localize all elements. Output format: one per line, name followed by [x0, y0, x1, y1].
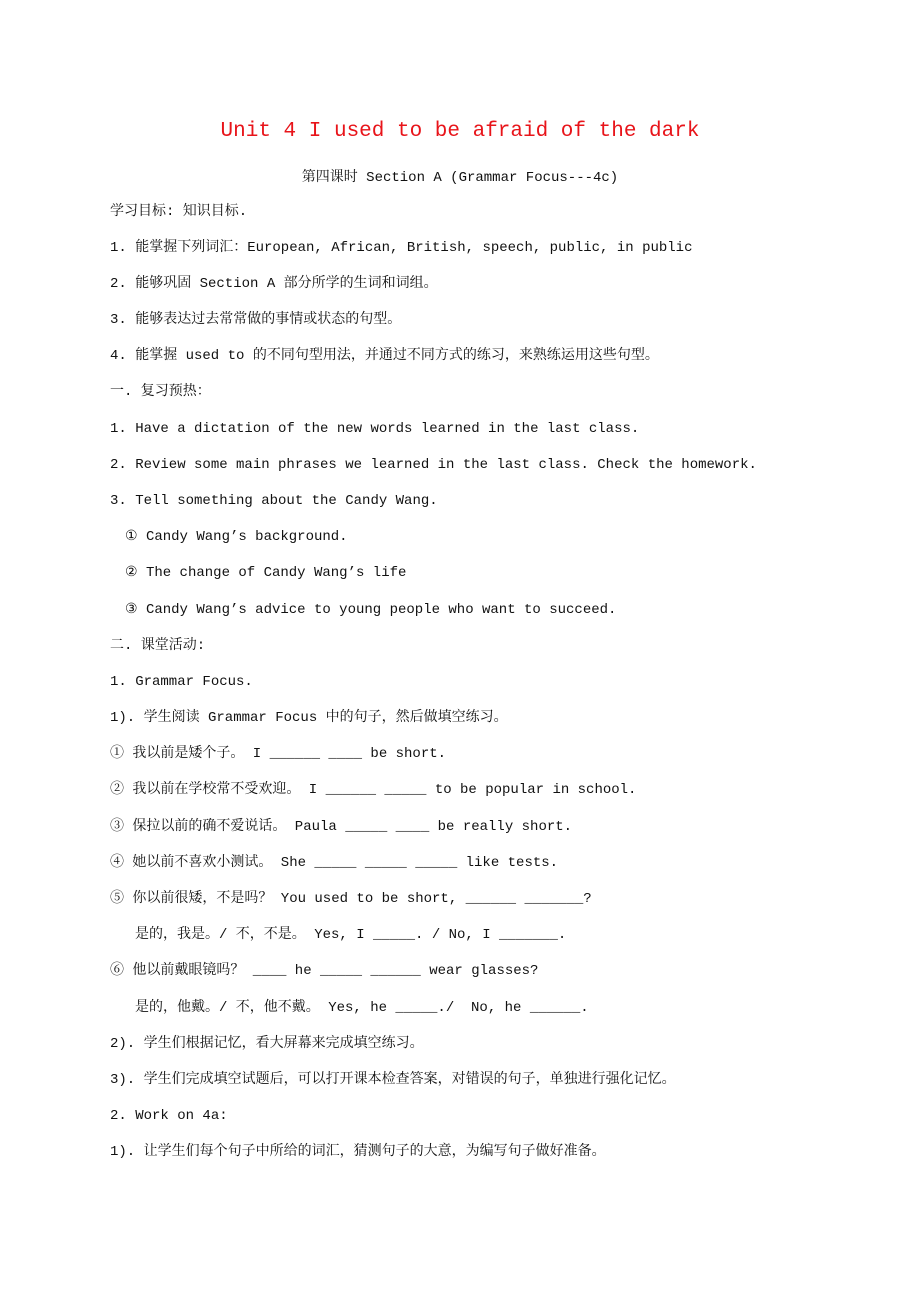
activity-item: 2. Work on 4a: — [110, 1108, 228, 1124]
activity-step: 3). 学生们完成填空试题后，可以打开课本检查答案，对错误的句子，单独进行强化记忆。 — [110, 1072, 676, 1088]
exercise-item: ① 我以前是矮个子。 I ______ ____ be short. — [110, 746, 447, 762]
objectives-heading: 学习目标: 知识目标. — [110, 204, 248, 220]
review-subitem: ③ Candy Wang’s advice to young people who want to succeed. — [125, 602, 617, 618]
review-subitem: ① Candy Wang’s background. — [125, 529, 348, 545]
section-heading-activities: 二. 课堂活动: — [110, 638, 206, 654]
document-title: Unit 4 I used to be afraid of the dark — [220, 120, 700, 143]
review-item: 2. Review some main phrases we learned in the last class. Check the homework. — [110, 457, 757, 473]
review-item: 3. Tell something about the Candy Wang. — [110, 493, 438, 509]
exercise-item: ③ 保拉以前的确不爱说话。 Paula _____ ____ be really short. — [110, 819, 573, 835]
exercise-item: ② 我以前在学校常不受欢迎。 I ______ _____ to be popular in school. — [110, 782, 637, 798]
exercise-item: ④ 她以前不喜欢小测试。 She _____ _____ _____ like tests. — [110, 855, 559, 871]
objective-item: 2. 能够巩固 Section A 部分所学的生词和词组。 — [110, 276, 438, 292]
exercise-answer: 是的，他戴。/ 不，他不戴。 Yes, he _____./ No, he ______. — [135, 1000, 589, 1016]
exercise-answer: 是的，我是。/ 不，不是。 Yes, I _____. / No, I _______. — [135, 927, 567, 943]
section-heading-review: 一. 复习预热： — [110, 384, 211, 400]
review-subitem: ② The change of Candy Wang’s life — [125, 565, 407, 581]
objective-item: 4. 能掌握 used to 的不同句型用法，并通过不同方式的练习，来熟练运用这些句型。 — [110, 348, 659, 364]
objective-item: 1. 能掌握下列词汇：European, African, British, speech, public, in public — [110, 240, 693, 256]
activity-step: 1). 学生阅读 Grammar Focus 中的句子，然后做填空练习。 — [110, 710, 508, 726]
exercise-item: ⑤ 你以前很矮，不是吗？ You used to be short, ______ _______? — [110, 891, 592, 907]
review-item: 1. Have a dictation of the new words learned in the last class. — [110, 421, 640, 437]
objective-item: 3. 能够表达过去常常做的事情或状态的句型。 — [110, 312, 402, 328]
activity-item: 1. Grammar Focus. — [110, 674, 253, 690]
activity-step: 1). 让学生们每个句子中所给的词汇，猜测句子的大意，为编写句子做好准备。 — [110, 1144, 606, 1160]
document-subtitle: 第四课时 Section A (Grammar Focus---4c) — [301, 170, 619, 186]
exercise-item: ⑥ 他以前戴眼镜吗？ ____ he _____ ______ wear glasses? — [110, 963, 539, 979]
activity-step: 2). 学生们根据记忆，看大屏幕来完成填空练习。 — [110, 1036, 424, 1052]
